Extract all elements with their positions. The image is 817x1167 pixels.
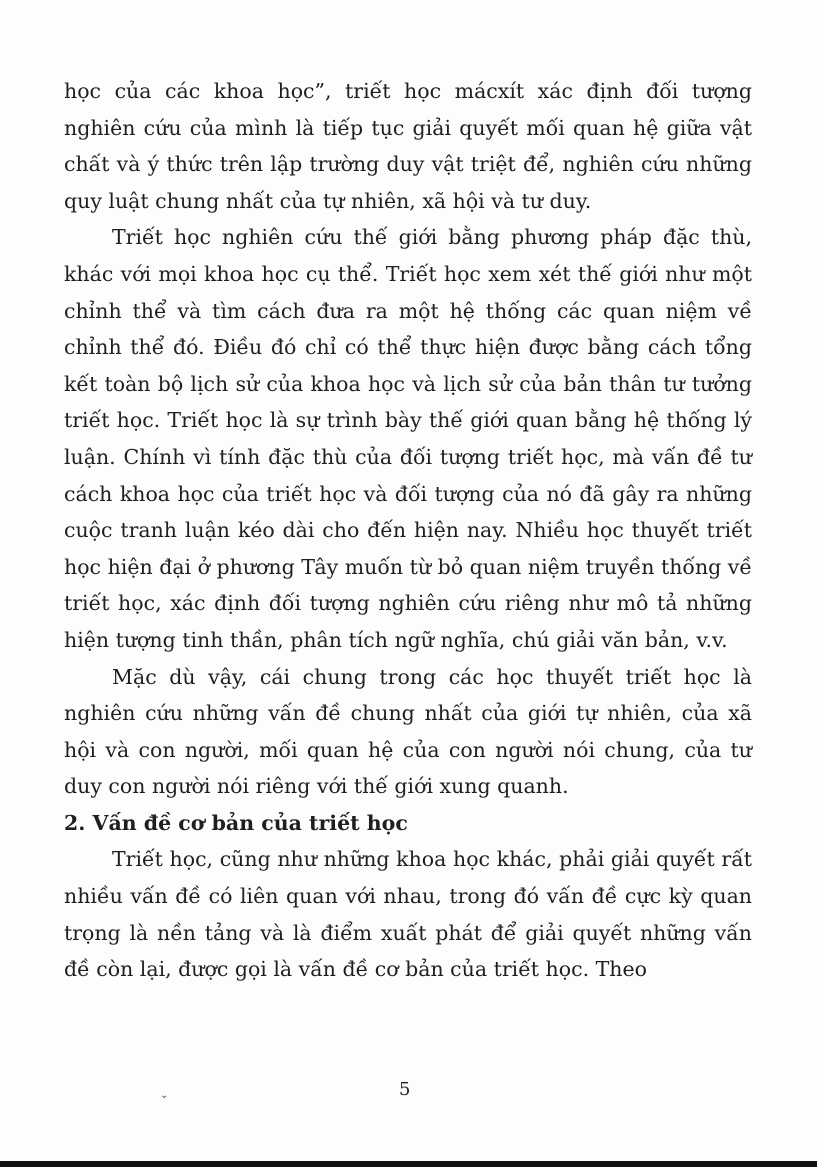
paragraph-4: Triết học, cũng như những khoa học khác, phải giải quyết rất nhiều vấn đề có liên quan với nhau, trong đó vấn đề cực kỳ quan trọng là nền tảng và là điểm xuất phát để giải quyết những vấn đề còn lại, được gọi là vấn đề cơ bản của triết học. Theo [64, 847, 752, 982]
page-number: 5 [399, 1079, 411, 1100]
scan-bottom-edge [0, 1161, 817, 1167]
paragraph-2: Triết học nghiên cứu thế giới bằng phương pháp đặc thù, khác với mọi khoa học cụ thể. Triết học xem xét thế giới như một chỉnh thể và tìm cách đưa ra một hệ thống các quan niệm về chỉnh thể đó. Điều đó chỉ có thể thực hiện được bằng cách tổng kết toàn bộ lịch sử của khoa học và lịch sử của bản thân tư tưởng triết học. Triết học là sự trình bày thế giới quan bằng hệ thống lý luận. Chính vì tính đặc thù của đối tượng triết học, mà vấn đề tư cách khoa học của triết học và đối tượng của nó đã gây ra những cuộc tranh luận kéo dài cho đến hiện nay. Nhiều học thuyết triết học hiện đại ở phương Tây muốn từ bỏ quan niệm truyền thống về triết học, xác định đối tượng nghiên cứu riêng như mô tả những hiện tượng tinh thần, phân tích ngữ nghĩa, chú giải văn bản, v.v. [64, 225, 752, 652]
paragraph-3: Mặc dù vậy, cái chung trong các học thuyết triết học là nghiên cứu những vấn đề chung nhất của giới tự nhiên, của xã hội và con người, mối quan hệ của con người nói chung, của tư duy con người nói riêng với thế giới xung quanh. [64, 664, 752, 799]
paragraph-1: học của các khoa học”, triết học mácxít xác định đối tượng nghiên cứu của mình là tiếp tục giải quyết mối quan hệ giữa vật chất và ý thức trên lập trường duy vật triệt để, nghiên cứu những quy luật chung nhất của tự nhiên, xã hội và tư duy. [64, 79, 752, 213]
scan-speck-mark: ⌄ [160, 1090, 169, 1101]
section-heading: 2. Vấn đề cơ bản của triết học [64, 810, 408, 835]
body-text [64, 73, 752, 988]
